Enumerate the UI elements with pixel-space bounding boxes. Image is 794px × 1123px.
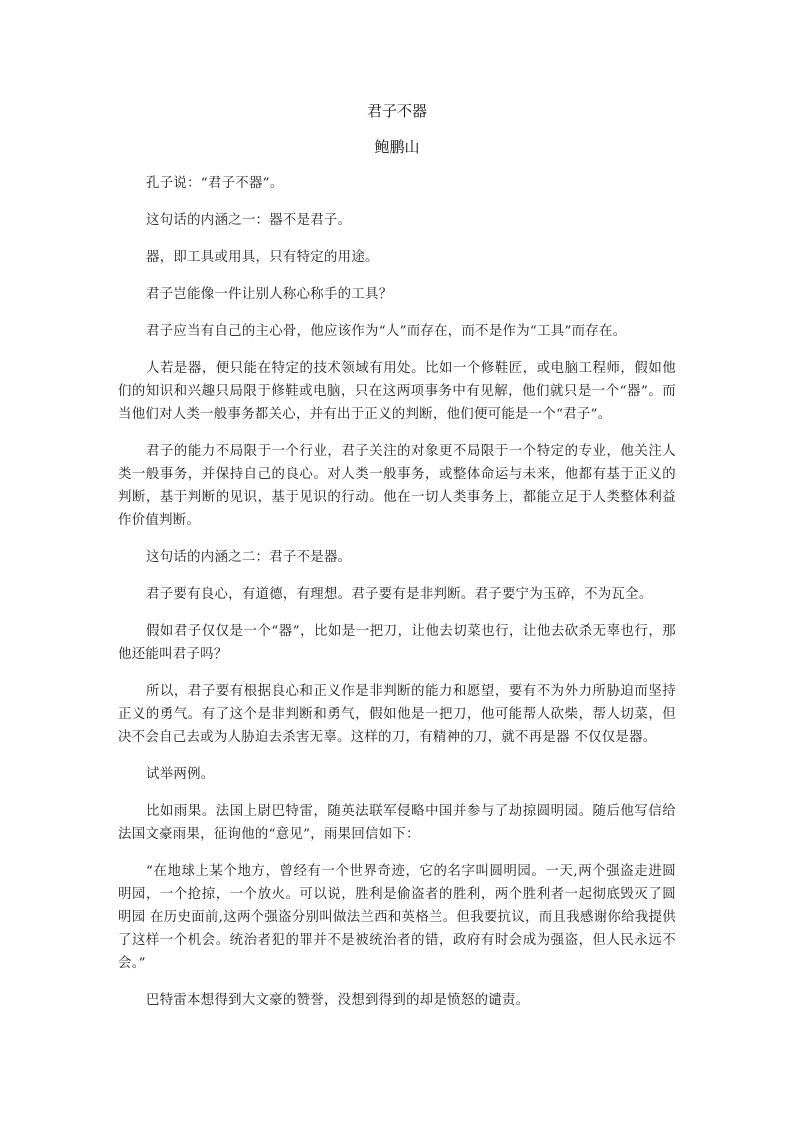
paragraph-15: 巴特雷本想得到大文豪的赞誉，没想到得到的却是愤怒的谴责。 bbox=[146, 993, 530, 1008]
paragraph-12: 试举两例。 bbox=[146, 767, 215, 782]
document-body bbox=[118, 172, 676, 1026]
paragraph-1: 孔子说：“君子不器”。 bbox=[146, 176, 284, 191]
paragraph-6: 人若是器，便只能在特定的技术领域有用处。比如一个修鞋匠，或电脑工程师，假如他们的知识和兴趣只局限于修鞋或电脑，只在这两项事务中有见解，他们就只是一个“器”。而当他们对人类一般事务都关心，并有出于正义的判断，他们便可能是一个“君子”。 bbox=[118, 361, 676, 422]
paragraph-11: 所以，君子要有根据良心和正义作是非判断的能力和愿望，要有不为外力所胁迫而坚持正义的勇气。有了这个是非判断和勇气，假如他是一把刀，他可能帮人砍柴，帮人切菜，但决不会自己去或为人胁迫去杀害无辜。这样的刀，有精神的刀，就不再是器 不仅仅是器。 bbox=[118, 684, 676, 745]
paragraph-8: 这句话的内涵之二：君子不是器。 bbox=[146, 550, 352, 565]
paragraph-9: 君子要有良心，有道德，有理想。君子要有是非判断。君子要宁为玉碎，不为瓦全。 bbox=[146, 587, 653, 602]
paragraph-10: 假如君子仅仅是一个“器”，比如是一把刀，让他去切菜也行，让他去砍杀无辜也行，那他还能叫君子吗？ bbox=[118, 624, 676, 662]
paragraph-4: 君子岂能像一件让别人称心称手的工具？ bbox=[146, 287, 393, 302]
document-author: 鲍鹏山 bbox=[374, 138, 420, 156]
paragraph-5: 君子应当有自己的主心骨，他应该作为“人”而存在，而不是作为“工具”而存在。 bbox=[146, 324, 627, 339]
document-title: 君子不器 bbox=[366, 102, 427, 120]
paragraph-2: 这句话的内涵之一：器不是君子。 bbox=[146, 213, 352, 228]
paragraph-7: 君子的能力不局限于一个行业，君子关注的对象更不局限于一个特定的专业，他关注人类一般事务，并保持自己的良心。对人类一般事务，或整体命运与未来，他都有基于正义的判断，基于判断的见识，基于见识的行动。他在一切人类事务上，都能立足于人类整体利益作价值判断。 bbox=[118, 444, 676, 528]
paragraph-14: “在地球上某个地方，曾经有一个世界奇迹，它的名字叫圆明园。一天,两个强盗走进圆明园，一个抢掠，一个放火。可以说，胜利是偷盗者的胜利，两个胜利者一起彻底毁灭了圆明园 在历史面前,这两个强盗分别叫做法兰西和英格兰。但我要抗议，而且我感谢你给我提供了这样一个机会。统治者犯的罪并不是被统治者的错，政府有时会成为强盗，但人民永远不会。” bbox=[118, 864, 676, 971]
paragraph-3: 器，即工具或用具，只有特定的用途。 bbox=[146, 250, 379, 265]
paragraph-13: 比如雨果。法国上尉巴特雷，随英法联军侵略中国并参与了劫掠圆明园。随后他写信给法国文豪雨果，征询他的“意见”，雨果回信如下： bbox=[118, 804, 676, 842]
